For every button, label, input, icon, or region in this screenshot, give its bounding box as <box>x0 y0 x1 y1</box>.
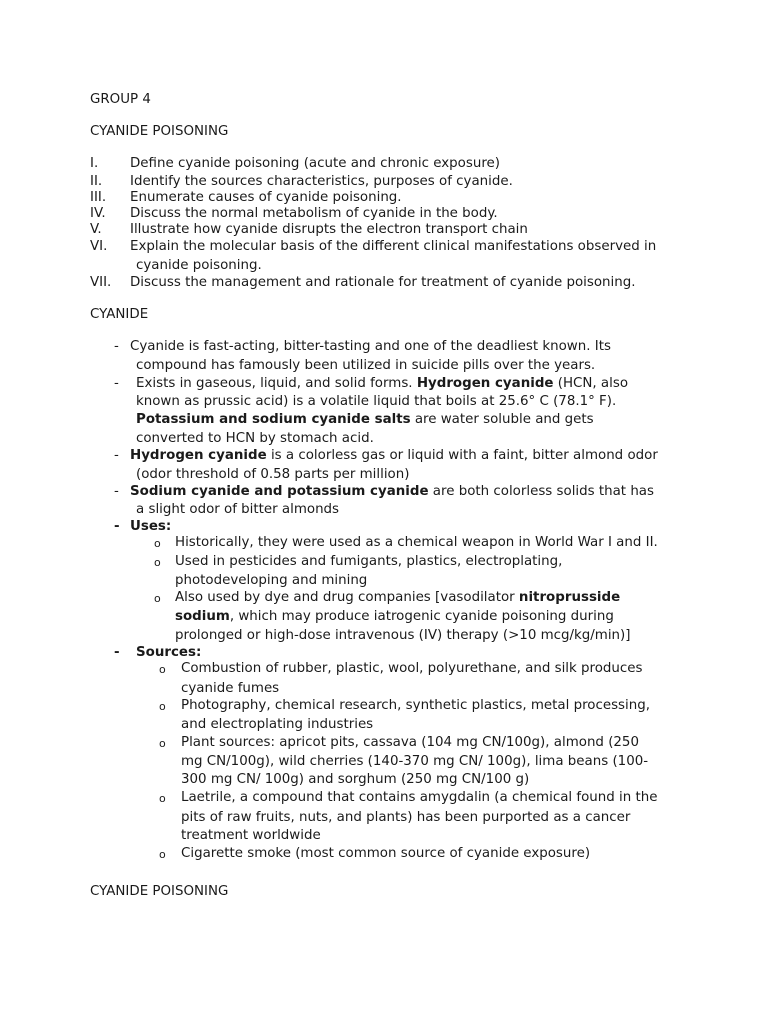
bullet-circle-icon: o <box>154 537 161 550</box>
dash-marker: - <box>114 645 120 660</box>
section-heading-cyanide-poisoning: CYANIDE POISONING <box>90 884 229 899</box>
objective-item: I. Define cyanide poisoning (acute and chronic exposure) <box>90 156 501 171</box>
objective-item: VI. Explain the molecular basis of the different clinical manifestations observed in <box>90 239 657 254</box>
dash-marker: - <box>114 519 120 534</box>
uses-label: Uses: <box>130 519 172 534</box>
objective-item: III. Enumerate causes of cyanide poisoning. <box>90 190 402 205</box>
document-title: CYANIDE POISONING <box>90 124 229 139</box>
bullet-circle-icon: o <box>154 556 161 569</box>
bullet-circle-icon: o <box>159 700 166 713</box>
bullet-circle-icon: o <box>154 592 161 605</box>
objective-item: II. Identify the sources characteristics, purposes of cyanide. <box>90 174 513 189</box>
bullet-circle-icon: o <box>159 848 166 861</box>
bullet-circle-icon: o <box>159 737 166 750</box>
objective-item: IV. Discuss the normal metabolism of cyanide in the body. <box>90 206 498 221</box>
document-page: GROUP 4 CYANIDE POISONING I. Define cyanide poisoning (acute and chronic exposure) II. Identify the sources characteristics, purposes of cyanide. III. Enumerate causes of cyanide poisoning. IV. Discuss the normal metabolism of cyanide in the body. V. Illustrate how cyanide disrupts the electron transport chain VI. Explain the molecular basis of the different clinical manifestations observed in cyanide poisoning. VII. Discuss the management and rationale for treatment of cyanide poisoning. CYANIDE - Cyanide is fast-acting, bitter-tasting and one of the deadliest known. Its compound has famously been utilized in suicide pills over the years. - Exists in gaseous, liquid, and solid forms. Hydrogen cyanide (HCN, also known as prussic acid) is a volatile liquid that boils at 25.6° C (78.1° F). Potassium and sodium cyanide salts are water soluble and gets converted to HCN by stomach acid. - Hydrogen cyanide is a colorless gas or liquid with a faint, bitter almond odor (odor threshold of 0.58 parts per million) - Sodium cyanide and potassium cyanide are both colorless solids that has a slight odor of bitter almonds - Uses: o Historically, they were used as a chemical weapon in World War I and II. o Used in pesticides and fumigants, plastics, electroplating, photodeveloping and mining o Also used by dye and drug companies [vasodilator nitroprusside sodium, which may produce iatrogenic cyanide poisoning during prolonged or high-dose intravenous (IV) therapy (>10 mcg/kg/min)] - Sources: o Combustion of rubber, plastic, wool, polyurethane, and silk produces cyanide fumes o Photography, chemical research, synthetic plastics, metal processing, and electroplating industries o Plant sources: apricot pits, cassava (104 mg CN/100g), almond (250 mg CN/100g), wild cherries (140-370 mg CN/ 100g), lima beans (100- 300 mg CN/ 100g) and sorghum (250 mg CN/100 g) o Laetrile, a compound that contains amygdalin (a chemical found in the pits of raw fruits, nuts, and plants) has been purported as a cancer treatment worldwide o Cigarette smoke (most common source of cyanide exposure) CYANIDE POISONING <box>0 0 768 1024</box>
bullet-circle-icon: o <box>159 792 166 805</box>
dash-marker: - <box>114 339 119 354</box>
dash-marker: - <box>114 376 119 391</box>
group-heading: GROUP 4 <box>90 92 151 107</box>
objective-item: VII. Discuss the management and rationale for treatment of cyanide poisoning. <box>90 275 636 290</box>
section-heading-cyanide: CYANIDE <box>90 307 149 322</box>
objective-item: V. Illustrate how cyanide disrupts the electron transport chain <box>90 222 528 237</box>
bullet-circle-icon: o <box>159 663 166 676</box>
dash-marker: - <box>114 448 119 463</box>
objective-item-continuation: cyanide poisoning. <box>136 258 262 273</box>
sources-label: Sources: <box>136 645 202 660</box>
dash-marker: - <box>114 484 119 499</box>
